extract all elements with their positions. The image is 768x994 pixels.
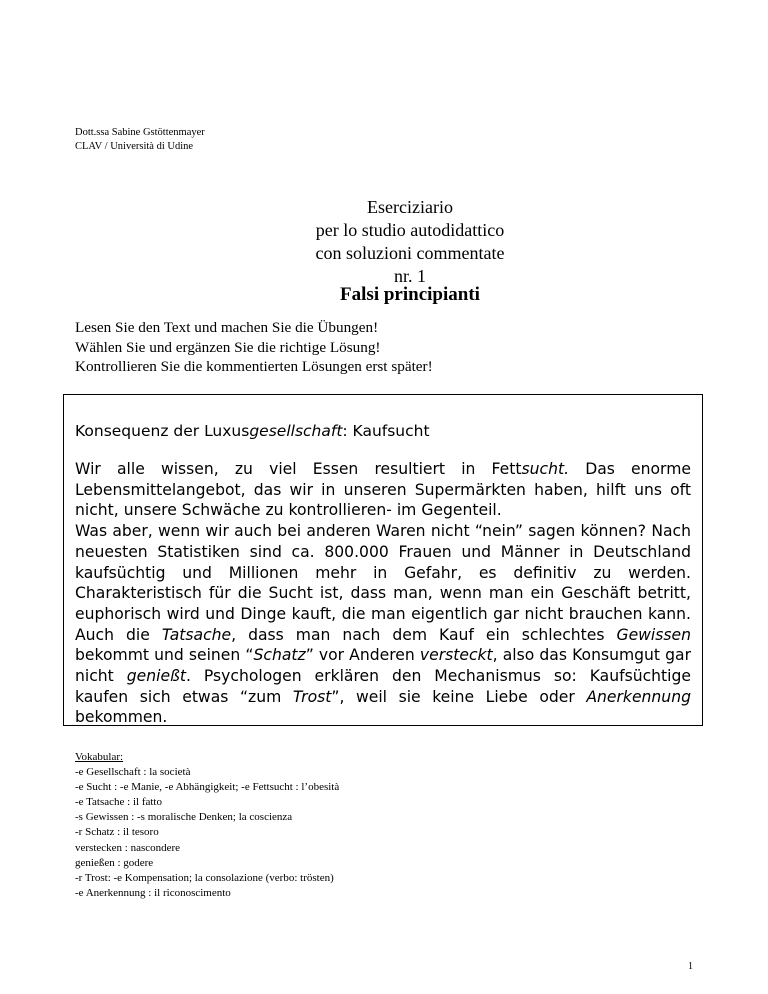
page-number: 1 xyxy=(688,961,693,972)
vocab-word: Tatsache xyxy=(161,625,232,644)
instructions xyxy=(75,318,433,377)
vocabulary-heading: Vokabular: xyxy=(75,751,124,763)
title-line-4: nr. 1 xyxy=(393,266,426,286)
paragraph-text: ” vor Anderen xyxy=(305,646,420,665)
vocab-word: Anerkennung xyxy=(586,687,691,706)
vocabulary-item: -e Anerkennung : il riconoscimento xyxy=(75,886,231,899)
vocabulary-list xyxy=(75,750,339,901)
paragraph-text: bekommen. xyxy=(75,708,168,727)
paragraph-text: Wir alle wissen, zu viel Essen resultiert in Fett xyxy=(75,460,522,478)
vocabulary-item: -r Trost: -e Kompensation; la consolazione (verbo: trösten) xyxy=(75,871,334,884)
vocab-word: versteckt xyxy=(419,646,493,665)
instruction-line: Lesen Sie den Text und machen Sie die Übungen! xyxy=(75,319,379,336)
reading-text-heading xyxy=(75,422,430,440)
instruction-line: Wählen Sie und ergänzen Sie die richtige Lösung! xyxy=(75,338,381,356)
title-line-3: con soluzioni commentate xyxy=(315,243,505,263)
paragraph-text: Das enorme Lebensmittelangebot, das wir in unseren Supermärkten haben, hilft uns oft nicht, unsere Schwäche zu kontrollieren- im Gegenteil. xyxy=(75,460,691,520)
paragraph-text: . Psychologen erklären den Mechanismus so: Kaufsüchtige kaufen sich etwas “zum xyxy=(75,667,691,706)
vocabulary-item: -e Gesellschaft : la società xyxy=(75,766,191,779)
author-name: Dott.ssa Sabine Gstöttenmayer xyxy=(75,127,205,138)
document-title xyxy=(0,196,768,288)
title-line-2: per lo studio autodidattico xyxy=(315,220,505,240)
vocab-word: sucht. xyxy=(521,460,570,478)
reading-text-body xyxy=(75,459,691,728)
vocab-word: genießt xyxy=(126,667,186,686)
paragraph-text: ”, weil sie keine Liebe oder xyxy=(331,687,587,706)
reading-paragraph-1 xyxy=(75,459,691,521)
vocab-word: Gewissen xyxy=(616,625,691,644)
reading-paragraph-2 xyxy=(75,521,691,728)
document-subtitle: Falsi principianti xyxy=(340,284,480,305)
title-line-1: Eserciziario xyxy=(367,197,453,217)
vocabulary-item: verstecken : nascondere xyxy=(75,841,181,854)
paragraph-text: Was aber, wenn wir auch bei anderen Waren nicht “nein” sagen können? Nach neuesten Statistiken sind ca. 800.000 Frauen und Männer in Deutschland kaufsüchtig und Millionen mehr in Gefahr, es definitiv zu werden. Charakteristisch für die Sucht ist, dass man, wenn man ein Geschäft betritt, euphorisch wird und Dinge kauft, die man eigentlich gar nicht brauchen kann. Auch die xyxy=(75,522,691,644)
paragraph-text: bekommt und seinen “ xyxy=(75,646,254,665)
reading-text-box xyxy=(63,394,703,726)
vocab-word: Trost xyxy=(292,687,332,706)
vocabulary-item: -e Sucht : -e Manie, -e Abhängigkeit; -e Fettsucht : l’obesità xyxy=(75,781,340,794)
heading-text: : Kaufsucht xyxy=(342,422,430,440)
instruction-line: Kontrollieren Sie die kommentierten Lösungen erst später! xyxy=(75,358,433,375)
vocab-word: Schatz xyxy=(253,646,306,665)
paragraph-text: , also das Konsumgut gar nicht xyxy=(75,646,692,686)
vocabulary-item: -e Tatsache : il fatto xyxy=(75,796,162,809)
vocabulary-item: genießen : godere xyxy=(75,856,154,869)
author-block xyxy=(75,126,205,154)
vocabulary-item: -r Schatz : il tesoro xyxy=(75,826,159,839)
heading-text: Konsequenz der Luxus xyxy=(75,422,250,440)
paragraph-text: , dass man nach dem Kauf ein schlechtes xyxy=(231,625,617,644)
vocabulary-item: -s Gewissen : -s moralische Denken; la coscienza xyxy=(75,811,293,824)
heading-italic-text: gesellschaft xyxy=(249,422,343,440)
author-affiliation: CLAV / Università di Udine xyxy=(75,141,194,152)
